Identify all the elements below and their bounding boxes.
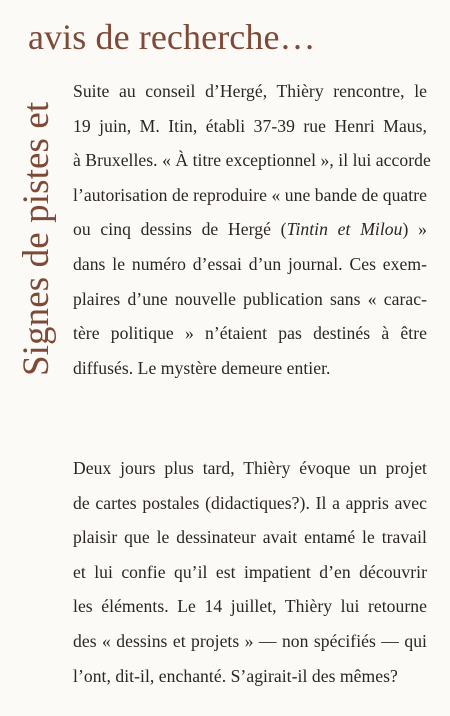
text-line: diffusés. Le mystère demeure entier. [73,357,331,378]
text-segment: ou cinq dessins de Hergé ( [73,219,287,240]
text-line: et lui confie qu’il est impatient d’en découvrir [73,561,427,582]
text-line: les éléments. Le 14 juillet, Thièry lui retourne [73,596,427,617]
text-line: des « dessins et projets » — non spécifiés — qui [73,630,427,651]
text-line: plaisir que le dessinateur avait entamé le travail [73,527,427,548]
text-line: Deux jours plus tard, Thièry évoque un projet [73,458,427,478]
vertical-section-title: Signes de pistes et [16,101,57,376]
text-line: de cartes postales (didactiques?). Il a appris avec [73,492,427,513]
text-line: tère politique » n’étaient pas destinés à être [73,323,427,344]
body-paragraph-2 [73,451,427,693]
text-line: dans le numéro d’essai d’un journal. Ces exem- [73,253,427,274]
text-line: 19 juin, M. Itin, établi 37-39 rue Henri Maus, [73,115,427,136]
text-line: Suite au conseil d’Hergé, Thièry rencontre, le [73,81,427,101]
body-paragraph-1 [73,74,431,385]
text-segment: ) » [402,219,427,240]
text-line-with-title [73,212,427,247]
text-line: l’autorisation de reproduire « une bande de quatre [73,184,427,205]
text-line: à Bruxelles. « À titre exceptionnel », il lui accorde [73,150,431,171]
text-line: plaires d’une nouvelle publication sans « carac- [73,288,427,309]
text-line: l’ont, dit-il, enchanté. S’agirait-il des mêmes? [73,665,398,686]
comic-title: Tintin et Milou [286,219,403,240]
vertical-title-wrapper [13,20,61,376]
page-title: avis de recherche… [28,17,316,57]
